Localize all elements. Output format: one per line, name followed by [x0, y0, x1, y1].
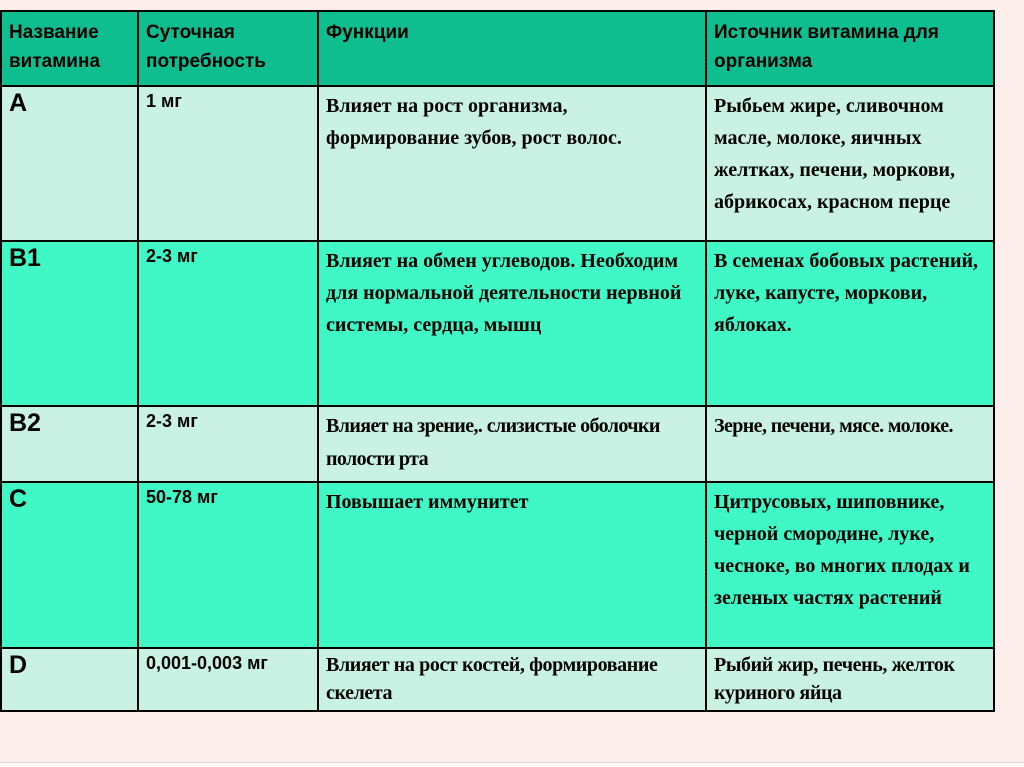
- table-row-vitamin-b2: [1, 406, 994, 482]
- vitamin-dose: 0,001-0,003 мг: [138, 648, 318, 711]
- slide-bottom-margin: [0, 763, 1024, 767]
- header-daily-dose: Суточная потребность: [138, 11, 318, 86]
- table-row-vitamin-d: [1, 648, 994, 711]
- table-header-row: [1, 11, 994, 86]
- vitamin-sources: Рыбий жир, печень, желток куриного яйца: [706, 648, 994, 711]
- vitamin-sources: Цитрусовых, шиповнике, черной смородине, луке, чесноке, во многих плодах и зеленых частях растений: [706, 482, 994, 648]
- vitamin-functions: Влияет на зрение,. слизистые оболочки полости рта: [318, 406, 706, 482]
- vitamin-dose: 2-3 мг: [138, 406, 318, 482]
- vitamin-dose: 50-78 мг: [138, 482, 318, 648]
- vitamin-name: B2: [1, 406, 138, 482]
- vitamin-name: D: [1, 648, 138, 711]
- header-vitamin-name: Название витамина: [1, 11, 138, 86]
- vitamin-sources: Зерне, печени, мясе. молоке.: [706, 406, 994, 482]
- vitamin-functions: Повышает иммунитет: [318, 482, 706, 648]
- vitamin-sources: В семенах бобовых растений, луке, капусте, моркови, яблоках.: [706, 241, 994, 406]
- vitamin-functions: Влияет на рост организма, формирование зубов, рост волос.: [318, 86, 706, 241]
- table-row-vitamin-c: [1, 482, 994, 648]
- table-row-vitamin-b1: [1, 241, 994, 406]
- table-row-vitamin-a: [1, 86, 994, 241]
- vitamins-table: [0, 10, 995, 712]
- header-sources: Источник витамина для организма: [706, 11, 994, 86]
- header-functions: Функции: [318, 11, 706, 86]
- vitamin-dose: 1 мг: [138, 86, 318, 241]
- vitamin-name: C: [1, 482, 138, 648]
- vitamin-name: B1: [1, 241, 138, 406]
- vitamin-dose: 2-3 мг: [138, 241, 318, 406]
- vitamin-sources: Рыбьем жире, сливочном масле, молоке, яичных желтках, печени, моркови, абрикосах, красном перце: [706, 86, 994, 241]
- vitamin-functions: Влияет на рост костей, формирование скелета: [318, 648, 706, 711]
- vitamin-functions: Влияет на обмен углеводов. Необходим для нормальной деятельности нервной системы, сердца, мышц: [318, 241, 706, 406]
- vitamin-name: A: [1, 86, 138, 241]
